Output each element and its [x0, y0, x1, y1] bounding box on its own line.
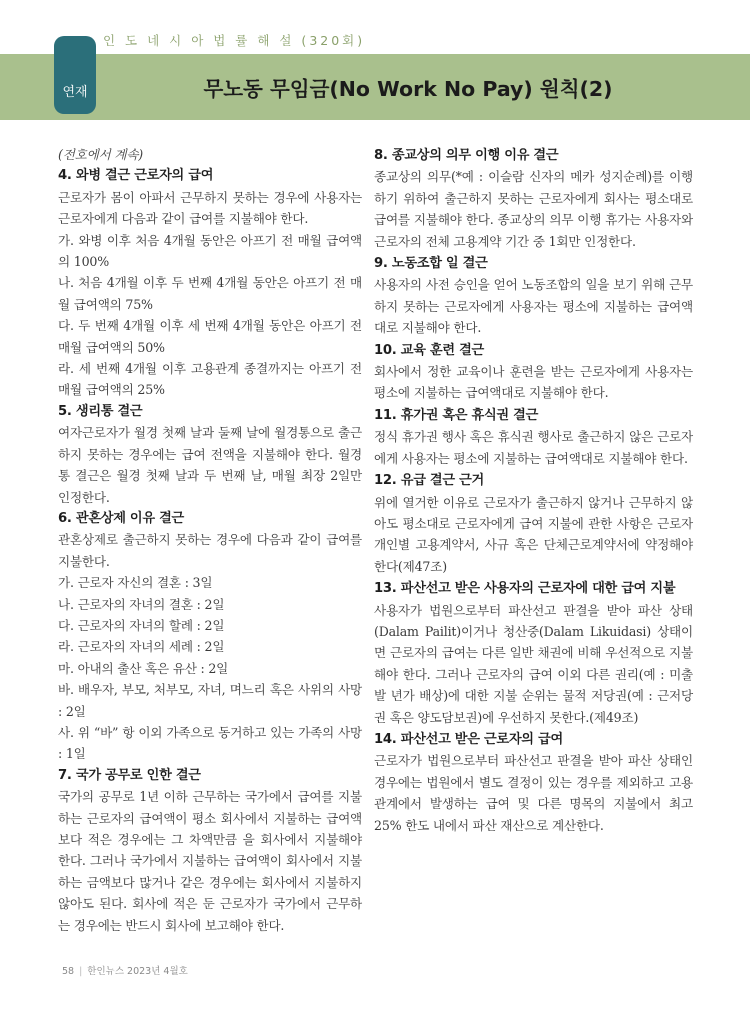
section-heading: 10. 교육 훈련 결근 [374, 342, 484, 358]
section-heading: 5. 생리통 결근 [58, 403, 143, 419]
body-paragraph: 사. 위 “바” 항 이외 가족으로 동거하고 있는 가족의 사망 : 1일 [58, 724, 362, 762]
body-paragraph: 위에 열거한 이유로 근로자가 출근하지 않거나 근무하지 않아도 평소대로 근로자에게 급여 지불에 관한 사항은 근로자 개인별 고용계약서, 사규 혹은 단체근로계약서에 약정해야 한다(제47조) [374, 494, 693, 574]
section-heading: 12. 유급 결근 근거 [374, 473, 484, 489]
left-column [58, 144, 362, 936]
section-heading: 7. 국가 공무로 인한 결근 [58, 767, 201, 783]
section-heading: 6. 관혼상제 이유 결근 [58, 510, 184, 526]
body-paragraph: 바. 배우자, 부모, 처부모, 자녀, 며느리 혹은 사위의 사망 : 2일 [58, 682, 362, 719]
body-paragraph: 관혼상제로 출근하지 못하는 경우에 다음과 같이 급여를 지불한다. [58, 532, 362, 569]
body-paragraph: 가. 근로자 자신의 결혼 : 3일 [58, 575, 213, 591]
body-paragraph: 나. 처음 4개월 이후 두 번째 4개월 동안은 아프기 전 매월 급여액의 75% [58, 275, 362, 312]
right-column [374, 144, 693, 836]
body-paragraph: 여자근로자가 월경 첫째 날과 둘째 날에 월경통으로 출근하지 못하는 경우에는 급여 전액을 지불해야 한다. 월경통 결근은 월경 첫째 날과 두 번째 날, 매월 최장 2일만 인정한다. [58, 425, 362, 505]
section-heading: 13. 파산선고 받은 사용자의 근로자에 대한 급여 지불 [374, 581, 676, 597]
body-paragraph: 라. 세 번째 4개월 이후 고용관계 종결까지는 아프기 전 매월 급여액의 25% [58, 361, 362, 398]
body-paragraph: 사용자가 법원으로부터 파산선고 판결을 받아 파산 상태(Dalam Pailit)이거나 청산중(Dalam Likuidasi) 상태이면 근로자의 급여는 다른 일반 채권에 비해 우선적으로 지불해야 한다. 그러나 근로자의 급여 이외 다른 권리(예 : 미출발 년가 배상)에 대한 지불 순위는 물적 저당권(예 : 근저당권 혹은 양도담보권)에 우선하지 못한다.(제49조) [374, 602, 693, 725]
section-heading: 9. 노동조합 일 결근 [374, 256, 488, 272]
page-number: 58 [62, 966, 75, 977]
footer-separator: | [79, 966, 83, 977]
body-paragraph: 나. 근로자의 자녀의 결혼 : 2일 [58, 596, 225, 612]
body-paragraph: 마. 아내의 출산 혹은 유산 : 2일 [58, 660, 229, 676]
publication-info: 한인뉴스 2023년 4월호 [87, 966, 188, 977]
section-heading: 8. 종교상의 의무 이행 이유 결근 [374, 148, 559, 163]
body-paragraph: 종교상의 의무(*예 : 이슬람 신자의 메카 성지순례)를 이행하기 위하여 출근하지 못하는 근로자에게 회사는 평소대로 급여를 지불해야 한다. 종교상의 의무 이행 휴가는 사용자와 근로자의 전체 고용계약 기간 중 1회만 인정한다. [374, 169, 693, 249]
section-heading: 11. 휴가권 혹은 휴식권 결근 [374, 407, 539, 423]
continued-note: (전호에서 계속) [58, 147, 144, 162]
body-paragraph: 라. 근로자의 자녀의 세례 : 2일 [58, 639, 225, 655]
body-paragraph: 회사에서 정한 교육이나 훈련을 받는 근로자에게 사용자는 평소에 지불하는 급여액대로 지불해야 한다. [374, 364, 693, 401]
series-label: 인 도 네 시 아 법 률 해 설 (320회) [103, 33, 366, 48]
body-paragraph: 근로자가 법원으로부터 파산선고 판결을 받아 파산 상태인 경우에는 법원에서 별도 결정이 있는 경우를 제외하고 고용관계에서 발생하는 급여 및 다른 명목의 지불에서 최고 25% 한도 내에서 파산 재산으로 계산한다. [374, 753, 693, 833]
section-heading: 4. 와병 결근 근로자의 급여 [58, 168, 214, 184]
page-footer [62, 963, 188, 977]
body-paragraph: 근로자가 몸이 아파서 근무하지 못하는 경우에 사용자는 근로자에게 다음과 같이 급여를 지불해야 한다. [58, 189, 362, 227]
article-title: 무노동 무임금(No Work No Pay) 원칙(2) [203, 77, 613, 101]
body-paragraph: 사용자의 사전 승인을 얻어 노동조합의 일을 보기 위해 근무하지 못하는 근로자에게 사용자는 평소에 지불하는 급여액대로 지불해야 한다. [374, 277, 693, 336]
section-heading: 14. 파산선고 받은 근로자의 급여 [374, 731, 563, 747]
body-paragraph: 다. 근로자의 자녀의 할례 : 2일 [58, 617, 225, 633]
body-paragraph: 다. 두 번째 4개월 이후 세 번째 4개월 동안은 아프기 전 매월 급여액의 50% [58, 318, 362, 355]
body-paragraph: 정식 휴가권 행사 혹은 휴식권 행사로 출근하지 않은 근로자에게 사용자는 평소에 지불하는 급여액대로 지불해야 한다. [374, 429, 693, 466]
body-paragraph: 가. 와병 이후 처음 4개월 동안은 아프기 전 매월 급여액의 100% [58, 232, 362, 270]
series-tab: 연재 [54, 36, 96, 114]
body-paragraph: 국가의 공무로 1년 이하 근무하는 국가에서 급여를 지불하는 근로자의 급여액이 평소 회사에서 지불하는 급여액보다 적은 경우에는 그 차액만큼 을 회사에서 지불해야 한다. 그러나 국가에서 지불하는 급여액이 회사에서 지불하는 금액보다 많거나 같은 경우에는 회사에서 지불하지 않아도 된다. 회사에 적은 둔 근로자가 국가에서 근무하는 경우에는 반드시 회사에 보고해야 한다. [58, 789, 362, 933]
